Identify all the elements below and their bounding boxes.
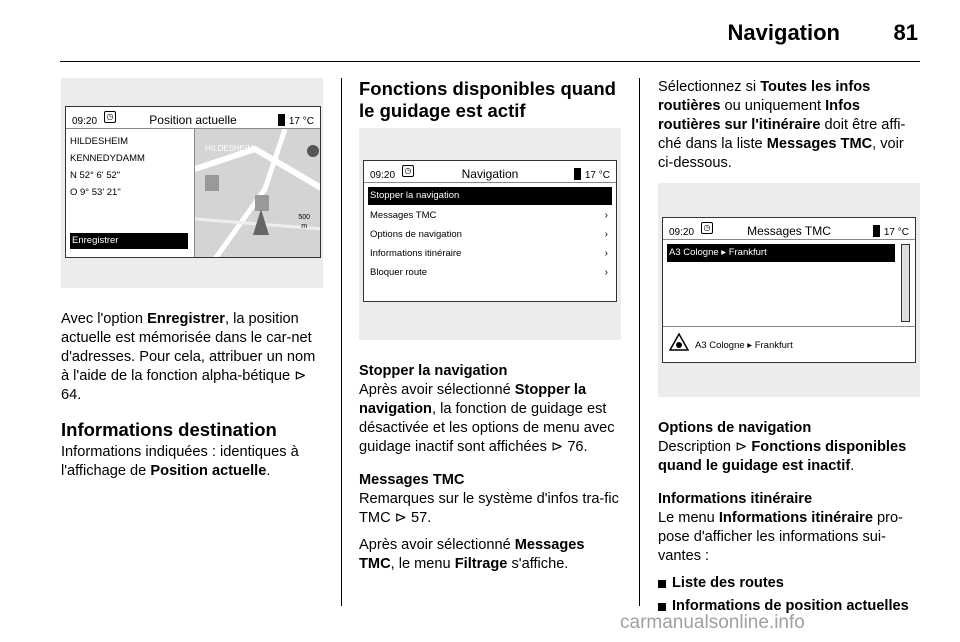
term: Filtrage (454, 556, 508, 572)
term: Infos routières sur l'itinéraire (658, 98, 860, 133)
bullet-icon (658, 603, 666, 611)
section-heading: Informations destination (61, 419, 277, 440)
display-screen (65, 106, 321, 258)
thermometer-icon (873, 225, 880, 237)
longitude: O 9° 53' 21" (70, 187, 121, 198)
save-button[interactable]: Enregistrer (70, 233, 188, 249)
subheading: Messages TMC (359, 472, 465, 488)
latitude: N 52° 6' 52" (70, 170, 121, 181)
text: ou uniquement (720, 98, 826, 114)
watermark: carmanualsonline.info (620, 612, 805, 633)
text: pro-pose d'afficher les informations sui-vantes : (658, 510, 903, 564)
traffic-warning-icon (669, 332, 689, 352)
paragraph (658, 509, 920, 566)
page-ref-icon: ⊳ (294, 368, 307, 384)
temperature-value: 17 °C (288, 116, 314, 127)
text: Informations indiquées : identiques à l'affichage de (61, 444, 299, 479)
text: , la position actuelle est mémorisée dans le car-net d'adresses. Pour cela, attribuer un nom à l'aide de la fonction alpha-bétique (61, 311, 316, 384)
page-ref-icon: ⊳ (551, 439, 564, 455)
street: KENNEDYDAMM (70, 153, 145, 164)
paragraph (359, 381, 621, 457)
clock-icon: ◷ (104, 111, 116, 123)
column-divider (639, 78, 640, 606)
status-bar (364, 161, 616, 183)
text: , le menu (390, 556, 455, 572)
subheading: Options de navigation (658, 420, 812, 436)
menu-item-stop[interactable]: Stopper la navigation (368, 187, 612, 205)
bullet-icon (658, 580, 666, 588)
clock-time: 09:20 (669, 227, 695, 238)
clock-time: 09:20 (72, 116, 98, 127)
chevron-right-icon: › (604, 248, 608, 259)
term: Toutes les infos routières (658, 79, 871, 114)
thermometer-icon (278, 114, 285, 126)
text: . (266, 463, 271, 479)
menu-item-route-info[interactable] (368, 245, 612, 263)
screenshot-navigation (359, 128, 621, 340)
city: HILDESHEIM (70, 136, 129, 147)
scale-value: 500 (298, 214, 310, 221)
menu-item-tmc[interactable] (368, 207, 612, 225)
list-item (658, 574, 920, 593)
paragraph (61, 310, 323, 405)
clock-time: 09:20 (370, 170, 396, 181)
menu-item-options[interactable] (368, 226, 612, 244)
text: doit être affi-ché dans la liste (658, 117, 906, 152)
text: Après avoir sélectionné (359, 382, 515, 398)
paragraph (359, 490, 621, 528)
list-item-text: Informations de position actuelles (672, 598, 909, 614)
header-title: Navigation (727, 20, 840, 45)
thermometer-icon (574, 168, 581, 180)
header-rule (60, 61, 920, 62)
page-header (0, 0, 960, 62)
paragraph (658, 438, 920, 476)
column-divider (341, 78, 342, 606)
menu-item-block[interactable] (368, 264, 612, 282)
screenshot-position (61, 78, 323, 288)
screen-title: Navigation (461, 167, 519, 181)
menu-label: Informations itinéraire (370, 248, 462, 259)
term: Messages TMC (359, 537, 585, 572)
column-2 (359, 78, 621, 582)
clock-icon: ◷ (701, 222, 713, 234)
term: Informations itinéraire (718, 510, 873, 526)
page-ref: 57. (410, 510, 432, 526)
chevron-right-icon: › (604, 210, 608, 221)
menu-label: Options de navigation (370, 229, 462, 240)
page-ref-icon: ⊳ (735, 439, 748, 455)
screen-title: Position actuelle (149, 113, 237, 127)
map-label: HILDESHEIM (205, 144, 254, 153)
term: Fonctions disponibles quand le guidage est inactif (658, 439, 907, 474)
column-1 (61, 78, 323, 489)
text: . (850, 458, 855, 474)
temperature-value: 17 °C (883, 227, 909, 238)
display-screen (662, 217, 916, 363)
subheading: Informations itinéraire (658, 491, 813, 507)
chevron-right-icon: › (604, 229, 608, 240)
page-ref: 76. (567, 439, 588, 455)
paragraph (359, 536, 621, 574)
temperature-value: 17 °C (584, 170, 610, 181)
page-number: 81 (893, 20, 918, 45)
text: Après avoir sélectionné (359, 537, 515, 553)
status-bar (663, 218, 915, 240)
map-view (194, 129, 320, 257)
section-heading: Fonctions disponibles quand le guidage est actif (359, 78, 616, 121)
subheading: Stopper la navigation (359, 363, 508, 379)
term: Stopper la navigation (359, 382, 587, 417)
scale-unit: m (301, 223, 308, 230)
menu-label: Bloquer route (370, 267, 428, 278)
list-item-text: Liste des routes (672, 575, 784, 591)
tmc-detail: A3 Cologne ▸ Frankfurt (695, 340, 793, 351)
text: Sélectionnez si (658, 79, 761, 95)
map-scale (298, 213, 310, 231)
paragraph (658, 78, 920, 173)
clock-icon: ◷ (402, 165, 414, 177)
status-bar (66, 107, 320, 129)
position-lines (70, 133, 145, 201)
term: Enregistrer (147, 311, 225, 327)
text: Le menu (658, 510, 719, 526)
chevron-right-icon: › (604, 267, 608, 278)
display-screen (363, 160, 617, 302)
paragraph (61, 443, 323, 481)
text: , la fonction de guidage est désactivée et les options de menu avec guidage inactif sont affichées (359, 401, 615, 455)
text: , voir ci-dessous. (658, 136, 904, 171)
screenshot-tmc (658, 183, 920, 397)
column-3 (658, 78, 920, 620)
temperature (574, 166, 610, 185)
text: Remarques sur le système d'infos tra-fic TMC (359, 491, 619, 526)
divider (663, 326, 915, 327)
screen-title: Messages TMC (747, 224, 831, 238)
term: Position actuelle (150, 463, 267, 479)
text: s'affiche. (507, 556, 569, 572)
scrollbar[interactable] (901, 244, 910, 322)
page-ref-icon: ⊳ (394, 510, 407, 526)
temperature (873, 223, 909, 242)
term: Messages TMC (766, 136, 873, 152)
page-ref: 64. (61, 387, 82, 403)
text: Description (658, 439, 736, 455)
tmc-message-row[interactable]: A3 Cologne ▸ Frankfurt (667, 244, 895, 262)
text: Avec l'option (61, 311, 148, 327)
menu-label: Messages TMC (370, 210, 437, 221)
